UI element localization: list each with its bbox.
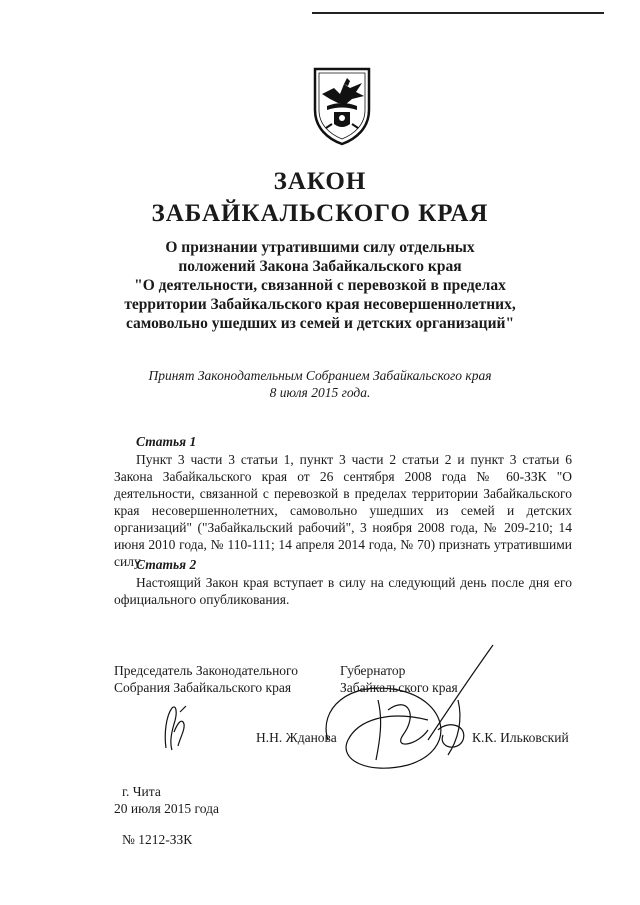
city: г. Чита xyxy=(122,784,161,799)
adoption-note xyxy=(100,367,540,401)
chairman-title-line: Председатель Законодательного xyxy=(114,663,299,678)
place-and-date xyxy=(114,783,219,817)
law-title-line: самовольно ушедших из семей и детских организаций" xyxy=(125,315,515,332)
article-1-text: Пункт 3 части 3 статьи 1, пункт 3 части 2 статьи 2 и пункт 3 статьи 6 Закона Забайкальского края от 26 сентября 2008 года № 60-ЗЗК "О деятельности, связанной с перевозкой в пределах территории Забайкальского края несовершеннолетних, самовольно ушедших из семей и детских организаций" ("Забайкальский рабочий", 3 ноября 2008 года, № 209-210; 14 июня 2010 года, № 110-111; 14 апреля 2014 года, № 70) признать утратившими силу. xyxy=(114,452,572,569)
law-title-line: "О деятельности, связанной с перевозкой в пределах xyxy=(134,277,506,294)
article-2-heading: Статья 2 xyxy=(136,557,197,572)
chairman-title-line: Собрания Забайкальского края xyxy=(114,680,292,695)
signing-date: 20 июля 2015 года xyxy=(114,801,219,816)
coat-of-arms-icon xyxy=(312,66,372,146)
document-issuer: ЗАБАЙКАЛЬСКОГО КРАЯ xyxy=(151,200,489,227)
adoption-date: 8 июля 2015 года. xyxy=(269,385,371,400)
header-rule xyxy=(312,12,604,14)
adoption-line: Принят Законодательным Собранием Забайкальского края xyxy=(148,368,492,383)
governor-name: К.К. Ильковский xyxy=(472,730,569,745)
chairman-name: Н.Н. Жданова xyxy=(256,730,337,745)
law-title-line: положений Закона Забайкальского края xyxy=(178,258,462,275)
article-2-text: Настоящий Закон края вступает в силу на следующий день после дня его официального опубликования. xyxy=(114,575,572,607)
article-1-heading: Статья 1 xyxy=(136,434,197,449)
law-title-line: территории Забайкальского края несовершеннолетних, xyxy=(124,296,516,313)
governor-signature-icon xyxy=(308,640,508,780)
governor-title-line: Губернатор xyxy=(340,663,406,678)
chairman-title xyxy=(114,662,298,696)
chairman-signature-icon xyxy=(160,702,190,754)
law-title-line: О признании утратившими силу отдельных xyxy=(165,239,475,256)
law-number: № 1212-ЗЗК xyxy=(122,832,193,847)
law-title xyxy=(100,238,540,333)
governor-title-line: Забайкальского края xyxy=(340,680,458,695)
document-type: ЗАКОН xyxy=(273,168,367,195)
